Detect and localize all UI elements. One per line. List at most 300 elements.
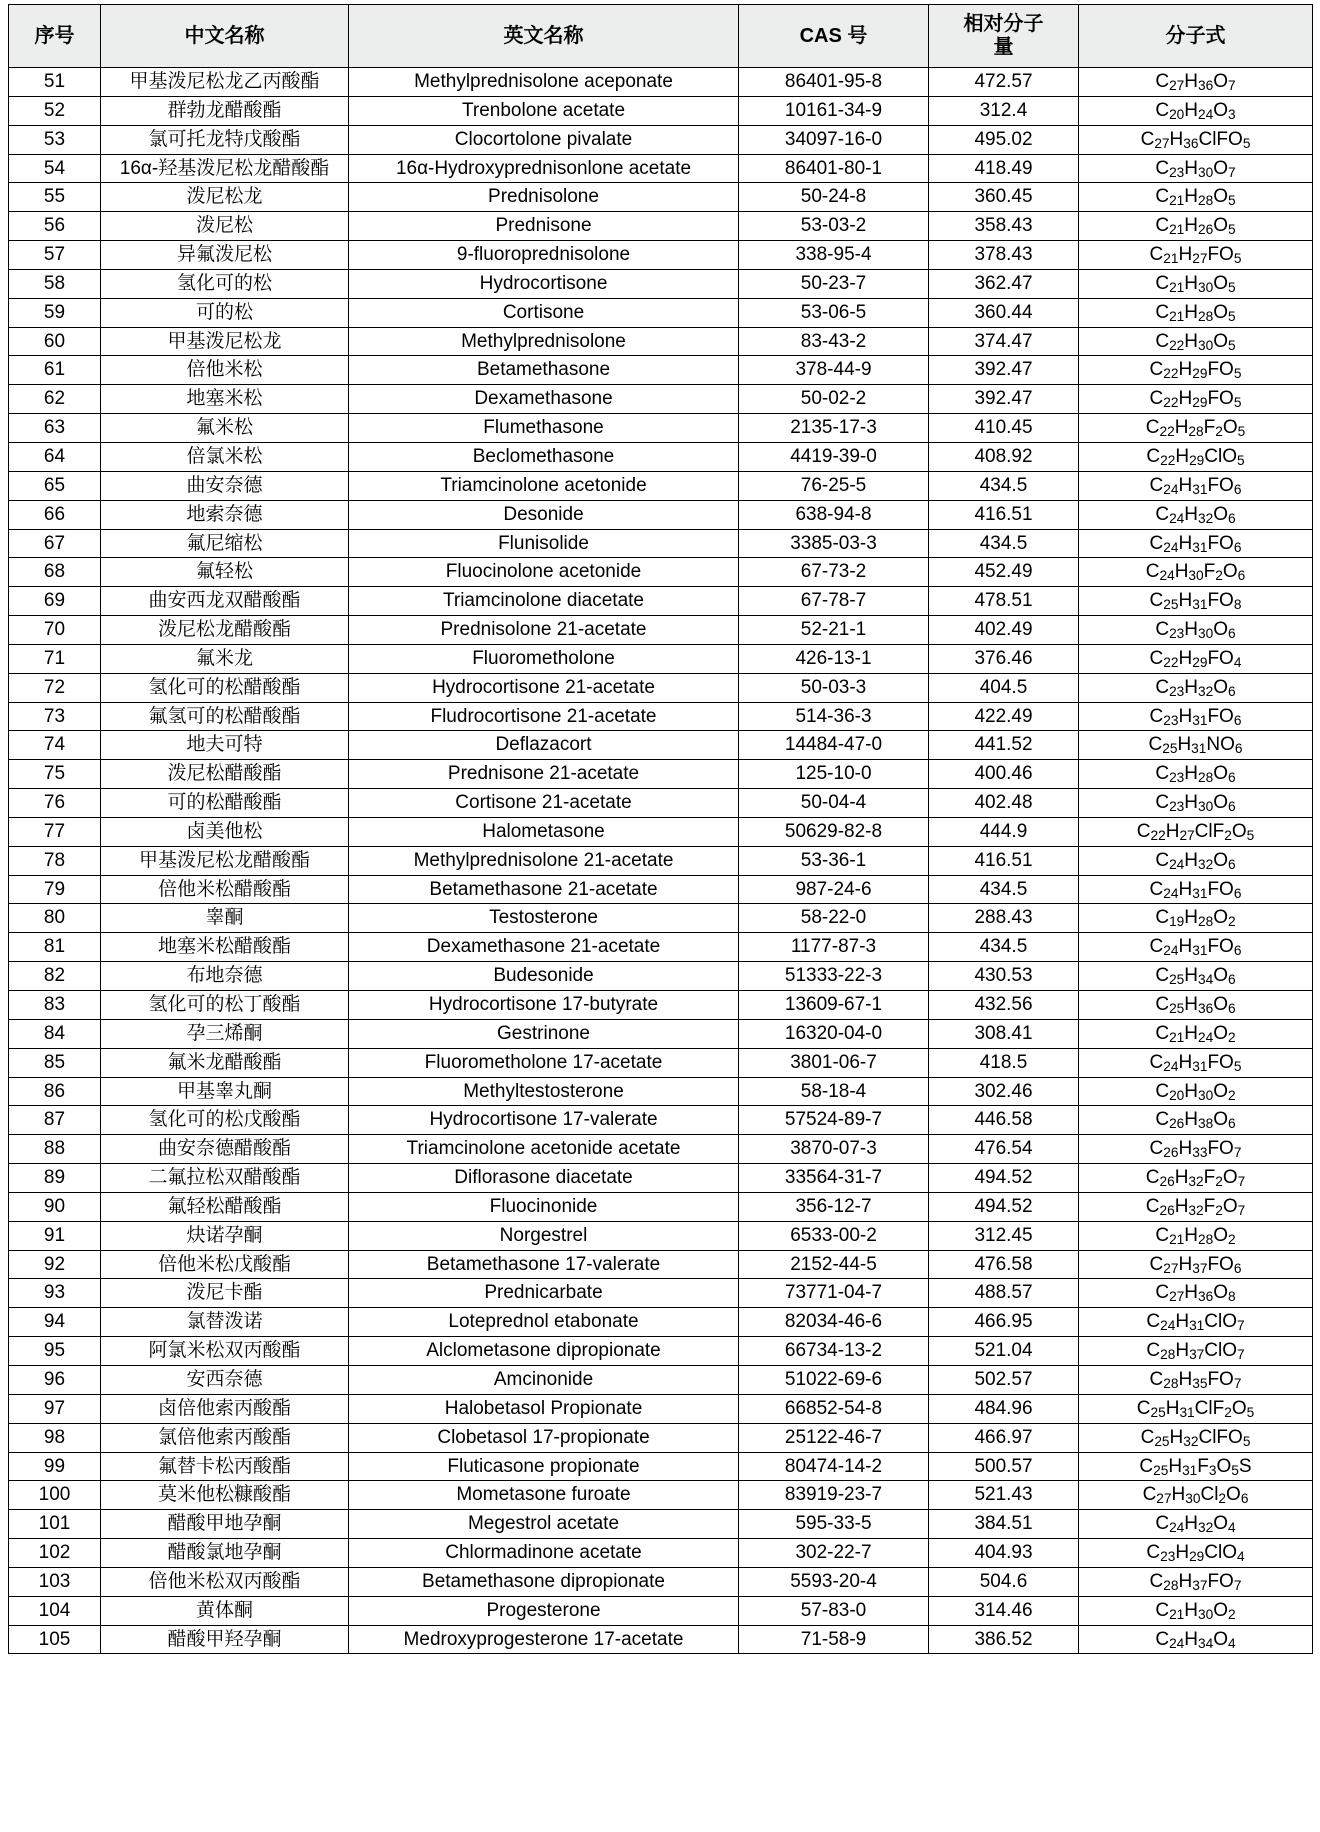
cell-chinese-name: 氟轻松	[101, 558, 349, 587]
cell-molecular-weight: 484.96	[929, 1394, 1079, 1423]
table-row	[9, 1481, 1313, 1510]
cell-chinese-name: 氯替泼诺	[101, 1308, 349, 1337]
cell-english-name: Alclometasone dipropionate	[349, 1337, 739, 1366]
cell-chinese-name: 泼尼卡酯	[101, 1279, 349, 1308]
cell-cas-number: 76-25-5	[739, 471, 929, 500]
cell-molecular-formula: $C_{24}H_{31}FO_6$	[1079, 471, 1313, 500]
cell-english-name: 16α-Hydroxyprednisonlone acetate	[349, 154, 739, 183]
cell-index: 100	[9, 1481, 101, 1510]
table-row	[9, 1221, 1313, 1250]
cell-chinese-name: 氢化可的松醋酸酯	[101, 673, 349, 702]
cell-molecular-weight: 500.57	[929, 1452, 1079, 1481]
cell-molecular-weight: 502.57	[929, 1365, 1079, 1394]
cell-molecular-formula: $C_{23}H_{30}O_6$	[1079, 616, 1313, 645]
cell-english-name: Clocortolone pivalate	[349, 125, 739, 154]
cell-molecular-weight: 521.04	[929, 1337, 1079, 1366]
table-row	[9, 68, 1313, 97]
cell-molecular-weight: 402.49	[929, 616, 1079, 645]
cell-cas-number: 73771-04-7	[739, 1279, 929, 1308]
cell-cas-number: 50629-82-8	[739, 817, 929, 846]
cell-molecular-weight: 400.46	[929, 760, 1079, 789]
cell-molecular-weight: 494.52	[929, 1164, 1079, 1193]
cell-index: 69	[9, 587, 101, 616]
cell-index: 83	[9, 991, 101, 1020]
cell-molecular-formula: $C_{27}H_{36}O_8$	[1079, 1279, 1313, 1308]
cell-index: 67	[9, 529, 101, 558]
cell-cas-number: 5593-20-4	[739, 1567, 929, 1596]
cell-molecular-weight: 418.5	[929, 1048, 1079, 1077]
cell-chinese-name: 16α-羟基泼尼松龙醋酸酯	[101, 154, 349, 183]
cell-molecular-formula: $C_{26}H_{32}F_2O_7$	[1079, 1164, 1313, 1193]
cell-cas-number: 338-95-4	[739, 241, 929, 270]
table-row	[9, 933, 1313, 962]
cell-index: 80	[9, 904, 101, 933]
cell-molecular-formula: $C_{20}H_{24}O_3$	[1079, 96, 1313, 125]
cell-english-name: Methylprednisolone 21-acetate	[349, 846, 739, 875]
cell-chinese-name: 氟氢可的松醋酸酯	[101, 702, 349, 731]
cell-index: 54	[9, 154, 101, 183]
column-header-english-name: 英文名称	[349, 5, 739, 68]
cell-english-name: Gestrinone	[349, 1019, 739, 1048]
cell-index: 98	[9, 1423, 101, 1452]
cell-index: 63	[9, 414, 101, 443]
cell-molecular-formula: $C_{24}H_{31}ClO_7$	[1079, 1308, 1313, 1337]
cell-cas-number: 3870-07-3	[739, 1135, 929, 1164]
cell-chinese-name: 睾酮	[101, 904, 349, 933]
cell-chinese-name: 阿氯米松双丙酸酯	[101, 1337, 349, 1366]
cell-molecular-weight: 386.52	[929, 1625, 1079, 1654]
cell-molecular-weight: 430.53	[929, 962, 1079, 991]
cell-cas-number: 50-03-3	[739, 673, 929, 702]
cell-chinese-name: 倍他米松戊酸酯	[101, 1250, 349, 1279]
cell-chinese-name: 布地奈德	[101, 962, 349, 991]
table-row	[9, 298, 1313, 327]
cell-molecular-weight: 302.46	[929, 1077, 1079, 1106]
cell-chinese-name: 泼尼松龙	[101, 183, 349, 212]
table-row	[9, 1106, 1313, 1135]
cell-english-name: Fluorometholone	[349, 644, 739, 673]
cell-molecular-weight: 495.02	[929, 125, 1079, 154]
table-row	[9, 414, 1313, 443]
cell-chinese-name: 氯可托龙特戊酸酯	[101, 125, 349, 154]
table-row	[9, 616, 1313, 645]
column-header-chinese-name: 中文名称	[101, 5, 349, 68]
cell-chinese-name: 炔诺孕酮	[101, 1221, 349, 1250]
cell-molecular-formula: $C_{23}H_{28}O_6$	[1079, 760, 1313, 789]
column-header-cas: CAS 号	[739, 5, 929, 68]
cell-molecular-weight: 441.52	[929, 731, 1079, 760]
cell-molecular-formula: $C_{24}H_{30}F_2O_6$	[1079, 558, 1313, 587]
cell-english-name: Norgestrel	[349, 1221, 739, 1250]
cell-molecular-formula: $C_{25}H_{31}FO_8$	[1079, 587, 1313, 616]
cell-index: 57	[9, 241, 101, 270]
cell-english-name: Amcinonide	[349, 1365, 739, 1394]
cell-molecular-weight: 404.5	[929, 673, 1079, 702]
table-row	[9, 673, 1313, 702]
cell-molecular-weight: 378.43	[929, 241, 1079, 270]
cell-cas-number: 25122-46-7	[739, 1423, 929, 1452]
cell-index: 76	[9, 789, 101, 818]
cell-chinese-name: 醋酸甲地孕酮	[101, 1510, 349, 1539]
cell-molecular-formula: $C_{22}H_{29}ClO_5$	[1079, 442, 1313, 471]
cell-english-name: Methyltestosterone	[349, 1077, 739, 1106]
compound-table	[8, 4, 1313, 1654]
cell-molecular-weight: 472.57	[929, 68, 1079, 97]
cell-index: 65	[9, 471, 101, 500]
cell-chinese-name: 地塞米松	[101, 385, 349, 414]
cell-molecular-formula: $C_{27}H_{30}Cl_2O_6$	[1079, 1481, 1313, 1510]
cell-index: 64	[9, 442, 101, 471]
cell-molecular-weight: 392.47	[929, 356, 1079, 385]
cell-chinese-name: 曲安奈德醋酸酯	[101, 1135, 349, 1164]
table-row	[9, 241, 1313, 270]
cell-molecular-formula: $C_{24}H_{32}O_6$	[1079, 846, 1313, 875]
cell-molecular-weight: 360.44	[929, 298, 1079, 327]
cell-index: 71	[9, 644, 101, 673]
cell-index: 72	[9, 673, 101, 702]
table-row	[9, 1596, 1313, 1625]
cell-molecular-weight: 404.93	[929, 1539, 1079, 1568]
cell-english-name: Chlormadinone acetate	[349, 1539, 739, 1568]
cell-molecular-weight: 476.58	[929, 1250, 1079, 1279]
cell-cas-number: 51333-22-3	[739, 962, 929, 991]
cell-chinese-name: 倍他米松	[101, 356, 349, 385]
cell-cas-number: 426-13-1	[739, 644, 929, 673]
cell-cas-number: 83919-23-7	[739, 1481, 929, 1510]
table-row	[9, 1250, 1313, 1279]
cell-index: 91	[9, 1221, 101, 1250]
table-row	[9, 644, 1313, 673]
cell-cas-number: 52-21-1	[739, 616, 929, 645]
cell-molecular-formula: $C_{21}H_{28}O_2$	[1079, 1221, 1313, 1250]
cell-index: 87	[9, 1106, 101, 1135]
cell-english-name: Progesterone	[349, 1596, 739, 1625]
cell-molecular-weight: 466.95	[929, 1308, 1079, 1337]
cell-english-name: Betamethasone	[349, 356, 739, 385]
cell-cas-number: 10161-34-9	[739, 96, 929, 125]
cell-chinese-name: 异氟泼尼松	[101, 241, 349, 270]
table-row	[9, 1510, 1313, 1539]
cell-index: 75	[9, 760, 101, 789]
cell-index: 56	[9, 212, 101, 241]
cell-chinese-name: 卤倍他索丙酸酯	[101, 1394, 349, 1423]
cell-english-name: Hydrocortisone 17-valerate	[349, 1106, 739, 1135]
cell-molecular-weight: 434.5	[929, 933, 1079, 962]
cell-molecular-weight: 434.5	[929, 529, 1079, 558]
cell-molecular-weight: 314.46	[929, 1596, 1079, 1625]
cell-chinese-name: 甲基泼尼松龙	[101, 327, 349, 356]
cell-index: 84	[9, 1019, 101, 1048]
table-row	[9, 1567, 1313, 1596]
cell-chinese-name: 甲基睾丸酮	[101, 1077, 349, 1106]
cell-cas-number: 33564-31-7	[739, 1164, 929, 1193]
cell-molecular-formula: $C_{21}H_{24}O_2$	[1079, 1019, 1313, 1048]
cell-cas-number: 53-06-5	[739, 298, 929, 327]
cell-english-name: Deflazacort	[349, 731, 739, 760]
cell-english-name: Triamcinolone acetonide	[349, 471, 739, 500]
cell-index: 55	[9, 183, 101, 212]
cell-english-name: Fluticasone propionate	[349, 1452, 739, 1481]
cell-molecular-formula: $C_{19}H_{28}O_2$	[1079, 904, 1313, 933]
table-row	[9, 558, 1313, 587]
cell-molecular-formula: $C_{26}H_{38}O_6$	[1079, 1106, 1313, 1135]
cell-molecular-weight: 476.54	[929, 1135, 1079, 1164]
cell-molecular-formula: $C_{24}H_{32}O_4$	[1079, 1510, 1313, 1539]
cell-chinese-name: 甲基泼尼松龙乙丙酸酯	[101, 68, 349, 97]
cell-english-name: Prednisolone	[349, 183, 739, 212]
cell-cas-number: 356-12-7	[739, 1192, 929, 1221]
cell-molecular-formula: $C_{22}H_{29}FO_5$	[1079, 385, 1313, 414]
cell-english-name: Methylprednisolone	[349, 327, 739, 356]
table-row	[9, 1625, 1313, 1654]
cell-chinese-name: 群勃龙醋酸酯	[101, 96, 349, 125]
table-row	[9, 442, 1313, 471]
table-header	[9, 5, 1313, 68]
cell-index: 85	[9, 1048, 101, 1077]
cell-english-name: Fludrocortisone 21-acetate	[349, 702, 739, 731]
cell-chinese-name: 氢化可的松戊酸酯	[101, 1106, 349, 1135]
cell-english-name: Loteprednol etabonate	[349, 1308, 739, 1337]
cell-cas-number: 58-22-0	[739, 904, 929, 933]
cell-chinese-name: 甲基泼尼松龙醋酸酯	[101, 846, 349, 875]
cell-molecular-formula: $C_{21}H_{30}O_2$	[1079, 1596, 1313, 1625]
cell-molecular-formula: $C_{21}H_{30}O_5$	[1079, 269, 1313, 298]
cell-index: 60	[9, 327, 101, 356]
cell-english-name: Fluocinolone acetonide	[349, 558, 739, 587]
cell-index: 58	[9, 269, 101, 298]
table-row	[9, 1019, 1313, 1048]
cell-english-name: Cortisone	[349, 298, 739, 327]
cell-chinese-name: 醋酸氯地孕酮	[101, 1539, 349, 1568]
table-row	[9, 702, 1313, 731]
cell-english-name: Prednisone 21-acetate	[349, 760, 739, 789]
table-header-row	[9, 5, 1313, 68]
cell-english-name: Clobetasol 17-propionate	[349, 1423, 739, 1452]
table-row	[9, 1048, 1313, 1077]
table-row	[9, 1452, 1313, 1481]
cell-cas-number: 3801-06-7	[739, 1048, 929, 1077]
cell-english-name: Prednicarbate	[349, 1279, 739, 1308]
cell-molecular-weight: 392.47	[929, 385, 1079, 414]
cell-index: 66	[9, 500, 101, 529]
cell-chinese-name: 倍氯米松	[101, 442, 349, 471]
cell-english-name: Diflorasone diacetate	[349, 1164, 739, 1193]
cell-chinese-name: 醋酸甲羟孕酮	[101, 1625, 349, 1654]
cell-cas-number: 71-58-9	[739, 1625, 929, 1654]
table-row	[9, 1365, 1313, 1394]
table-row	[9, 817, 1313, 846]
cell-molecular-weight: 504.6	[929, 1567, 1079, 1596]
cell-molecular-weight: 384.51	[929, 1510, 1079, 1539]
cell-chinese-name: 曲安西龙双醋酸酯	[101, 587, 349, 616]
cell-index: 59	[9, 298, 101, 327]
cell-english-name: Prednisone	[349, 212, 739, 241]
table-row	[9, 1077, 1313, 1106]
cell-cas-number: 50-24-8	[739, 183, 929, 212]
table-row	[9, 789, 1313, 818]
cell-english-name: Dexamethasone 21-acetate	[349, 933, 739, 962]
table-row	[9, 356, 1313, 385]
cell-molecular-formula: $C_{22}H_{30}O_5$	[1079, 327, 1313, 356]
cell-cas-number: 67-73-2	[739, 558, 929, 587]
cell-molecular-formula: $C_{21}H_{28}O_5$	[1079, 183, 1313, 212]
table-row	[9, 1279, 1313, 1308]
cell-index: 51	[9, 68, 101, 97]
cell-index: 104	[9, 1596, 101, 1625]
cell-molecular-weight: 422.49	[929, 702, 1079, 731]
cell-molecular-formula: $C_{23}H_{32}O_6$	[1079, 673, 1313, 702]
cell-chinese-name: 泼尼松醋酸酯	[101, 760, 349, 789]
cell-cas-number: 14484-47-0	[739, 731, 929, 760]
cell-molecular-weight: 312.4	[929, 96, 1079, 125]
cell-index: 92	[9, 1250, 101, 1279]
cell-chinese-name: 氟轻松醋酸酯	[101, 1192, 349, 1221]
cell-molecular-weight: 466.97	[929, 1423, 1079, 1452]
cell-english-name: Budesonide	[349, 962, 739, 991]
cell-molecular-formula: $C_{27}H_{37}FO_6$	[1079, 1250, 1313, 1279]
cell-cas-number: 595-33-5	[739, 1510, 929, 1539]
cell-molecular-formula: $C_{21}H_{28}O_5$	[1079, 298, 1313, 327]
cell-chinese-name: 卤美他松	[101, 817, 349, 846]
cell-cas-number: 13609-67-1	[739, 991, 929, 1020]
cell-molecular-formula: $C_{24}H_{32}O_6$	[1079, 500, 1313, 529]
cell-chinese-name: 可的松	[101, 298, 349, 327]
cell-molecular-formula: $C_{25}H_{31}F_3O_5S$	[1079, 1452, 1313, 1481]
cell-molecular-formula: $C_{25}H_{34}O_6$	[1079, 962, 1313, 991]
cell-molecular-formula: $C_{25}H_{32}ClFO_5$	[1079, 1423, 1313, 1452]
cell-cas-number: 67-78-7	[739, 587, 929, 616]
cell-english-name: Dexamethasone	[349, 385, 739, 414]
cell-index: 105	[9, 1625, 101, 1654]
cell-molecular-formula: $C_{23}H_{31}FO_6$	[1079, 702, 1313, 731]
table-row	[9, 212, 1313, 241]
cell-english-name: Medroxyprogesterone 17-acetate	[349, 1625, 739, 1654]
cell-chinese-name: 泼尼松龙醋酸酯	[101, 616, 349, 645]
cell-chinese-name: 二氟拉松双醋酸酯	[101, 1164, 349, 1193]
column-header-index: 序号	[9, 5, 101, 68]
cell-cas-number: 86401-80-1	[739, 154, 929, 183]
table-row	[9, 760, 1313, 789]
cell-cas-number: 53-36-1	[739, 846, 929, 875]
table-row	[9, 125, 1313, 154]
cell-chinese-name: 氟米龙	[101, 644, 349, 673]
cell-english-name: Hydrocortisone 17-butyrate	[349, 991, 739, 1020]
cell-english-name: Cortisone 21-acetate	[349, 789, 739, 818]
cell-cas-number: 86401-95-8	[739, 68, 929, 97]
cell-molecular-weight: 288.43	[929, 904, 1079, 933]
cell-molecular-formula: $C_{23}H_{29}ClO_4$	[1079, 1539, 1313, 1568]
cell-molecular-formula: $C_{28}H_{37}ClO_7$	[1079, 1337, 1313, 1366]
cell-english-name: Hydrocortisone	[349, 269, 739, 298]
table-row	[9, 1394, 1313, 1423]
cell-index: 70	[9, 616, 101, 645]
cell-cas-number: 57524-89-7	[739, 1106, 929, 1135]
cell-molecular-formula: $C_{23}H_{30}O_6$	[1079, 789, 1313, 818]
cell-molecular-weight: 418.49	[929, 154, 1079, 183]
cell-index: 86	[9, 1077, 101, 1106]
cell-english-name: Beclomethasone	[349, 442, 739, 471]
cell-molecular-weight: 488.57	[929, 1279, 1079, 1308]
cell-index: 90	[9, 1192, 101, 1221]
cell-cas-number: 66852-54-8	[739, 1394, 929, 1423]
cell-english-name: Flumethasone	[349, 414, 739, 443]
cell-molecular-formula: $C_{25}H_{31}ClF_2O_5$	[1079, 1394, 1313, 1423]
cell-index: 82	[9, 962, 101, 991]
cell-chinese-name: 地塞米松醋酸酯	[101, 933, 349, 962]
cell-index: 101	[9, 1510, 101, 1539]
table-row	[9, 962, 1313, 991]
cell-molecular-formula: $C_{22}H_{27}ClF_2O_5$	[1079, 817, 1313, 846]
cell-molecular-weight: 434.5	[929, 471, 1079, 500]
table-row	[9, 1539, 1313, 1568]
cell-chinese-name: 地索奈德	[101, 500, 349, 529]
cell-cas-number: 16320-04-0	[739, 1019, 929, 1048]
column-header-mw-line1: 相对分子	[963, 13, 1044, 35]
cell-molecular-weight: 416.51	[929, 846, 1079, 875]
cell-english-name: Mometasone furoate	[349, 1481, 739, 1510]
cell-molecular-formula: $C_{24}H_{31}FO_5$	[1079, 1048, 1313, 1077]
cell-chinese-name: 倍他米松醋酸酯	[101, 875, 349, 904]
cell-molecular-formula: $C_{25}H_{31}NO_6$	[1079, 731, 1313, 760]
table-row	[9, 731, 1313, 760]
cell-index: 52	[9, 96, 101, 125]
cell-cas-number: 6533-00-2	[739, 1221, 929, 1250]
cell-cas-number: 2135-17-3	[739, 414, 929, 443]
cell-molecular-formula: $C_{24}H_{31}FO_6$	[1079, 529, 1313, 558]
cell-molecular-weight: 408.92	[929, 442, 1079, 471]
cell-molecular-weight: 521.43	[929, 1481, 1079, 1510]
cell-index: 77	[9, 817, 101, 846]
cell-index: 96	[9, 1365, 101, 1394]
cell-cas-number: 4419-39-0	[739, 442, 929, 471]
cell-chinese-name: 氢化可的松	[101, 269, 349, 298]
cell-molecular-formula: $C_{26}H_{32}F_2O_7$	[1079, 1192, 1313, 1221]
cell-molecular-weight: 446.58	[929, 1106, 1079, 1135]
cell-molecular-weight: 308.41	[929, 1019, 1079, 1048]
cell-cas-number: 125-10-0	[739, 760, 929, 789]
cell-index: 97	[9, 1394, 101, 1423]
cell-english-name: Fluocinonide	[349, 1192, 739, 1221]
cell-molecular-weight: 402.48	[929, 789, 1079, 818]
cell-chinese-name: 莫米他松糠酸酯	[101, 1481, 349, 1510]
cell-molecular-weight: 410.45	[929, 414, 1079, 443]
cell-english-name: Desonide	[349, 500, 739, 529]
cell-chinese-name: 氟米龙醋酸酯	[101, 1048, 349, 1077]
table-body	[9, 68, 1313, 1654]
cell-cas-number: 1177-87-3	[739, 933, 929, 962]
cell-cas-number: 58-18-4	[739, 1077, 929, 1106]
cell-molecular-weight: 416.51	[929, 500, 1079, 529]
cell-molecular-weight: 360.45	[929, 183, 1079, 212]
cell-molecular-weight: 358.43	[929, 212, 1079, 241]
cell-index: 78	[9, 846, 101, 875]
cell-chinese-name: 可的松醋酸酯	[101, 789, 349, 818]
cell-chinese-name: 氟替卡松丙酸酯	[101, 1452, 349, 1481]
cell-cas-number: 50-02-2	[739, 385, 929, 414]
cell-molecular-formula: $C_{22}H_{29}FO_4$	[1079, 644, 1313, 673]
cell-molecular-weight: 478.51	[929, 587, 1079, 616]
cell-molecular-formula: $C_{27}H_{36}O_7$	[1079, 68, 1313, 97]
cell-cas-number: 50-04-4	[739, 789, 929, 818]
cell-chinese-name: 氢化可的松丁酸酯	[101, 991, 349, 1020]
cell-cas-number: 57-83-0	[739, 1596, 929, 1625]
cell-index: 62	[9, 385, 101, 414]
cell-cas-number: 514-36-3	[739, 702, 929, 731]
cell-molecular-formula: $C_{27}H_{36}ClFO_5$	[1079, 125, 1313, 154]
table-row	[9, 96, 1313, 125]
cell-english-name: 9-fluoroprednisolone	[349, 241, 739, 270]
cell-english-name: Triamcinolone acetonide acetate	[349, 1135, 739, 1164]
